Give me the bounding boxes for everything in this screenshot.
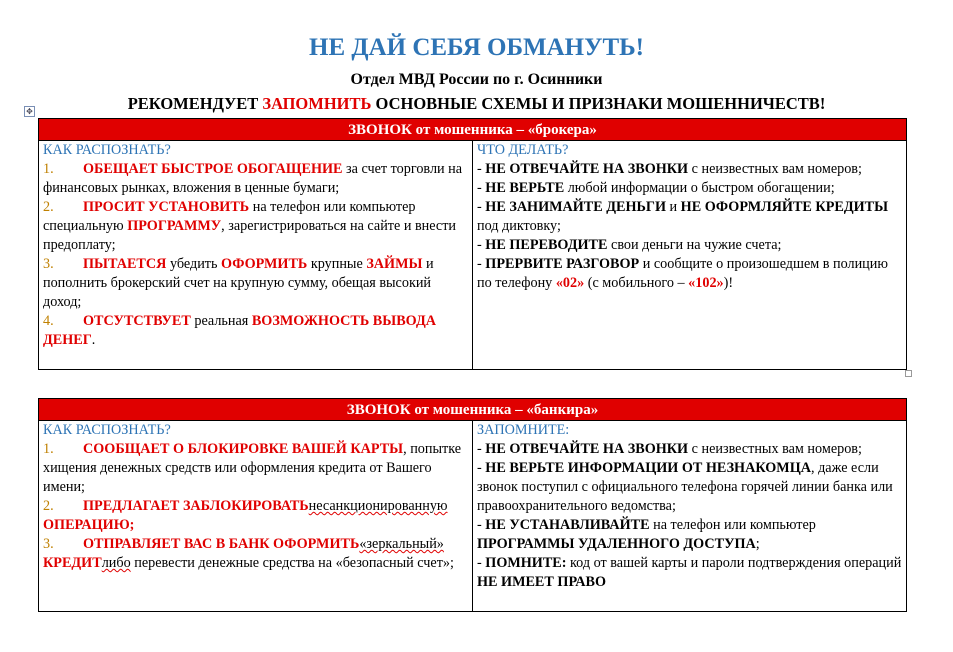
resize-icon[interactable] [905, 370, 912, 377]
item-emphasis: ОТПРАВЛЯЕТ ВАС В БАНК ОФОРМИТЬ [83, 536, 360, 552]
broker-recognize-heading: КАК РАСПОЗНАТЬ? [43, 142, 171, 158]
item-text: ; [755, 536, 760, 552]
item-text: и пополнить брокерский счет на крупную сумму, обещая высокий доход; [43, 256, 434, 310]
item-emphasis: ОБЕЩАЕТ БЫСТРОЕ ОБОГАЩЕНИЕ [83, 161, 343, 177]
item-text: с неизвестных вам номеров; [688, 441, 862, 457]
item-emphasis: ВОЗМОЖНОСТЬ ВЫВОДА ДЕНЕГ [43, 313, 437, 348]
banker-remember-cell [473, 421, 907, 612]
item-dash: - [477, 441, 486, 457]
item-dash: - [477, 199, 486, 215]
list-item [477, 236, 902, 255]
list-item [43, 255, 468, 312]
list-item [43, 160, 468, 198]
item-emphasis: ПРОГРАММУ [127, 218, 222, 234]
item-dash: - [477, 180, 486, 196]
item-text: и сообщите о произошедшем в полицию по телефону [477, 256, 888, 291]
item-text: несанкционированную [308, 498, 448, 514]
recommendation-text-end: ОСНОВНЫЕ СХЕМЫ И ПРИЗНАКИ МОШЕННИЧЕСТВ! [371, 94, 826, 113]
list-item [477, 198, 902, 236]
item-emphasis: СООБЩАЕТ О БЛОКИРОВКЕ ВАШЕЙ КАРТЫ [83, 441, 404, 457]
broker-action-cell [473, 141, 907, 370]
item-text: с неизвестных вам номеров; [688, 161, 862, 177]
item-text: на телефон или компьютер специальную [43, 199, 416, 234]
list-item [477, 179, 902, 198]
banker-recognize-cell [39, 421, 473, 612]
list-item [43, 497, 468, 535]
item-emphasis: НЕ ЗАНИМАЙТЕ ДЕНЬГИ [485, 199, 666, 215]
item-number: 2. [43, 199, 54, 215]
list-item [477, 255, 902, 293]
item-text: за счет торговли на финансовых рынках, вложения в ценные бумаги; [43, 161, 463, 196]
item-number: 3. [43, 256, 54, 272]
item-number: 3. [43, 536, 54, 552]
item-emphasis: ПОМНИТЕ: [485, 555, 567, 571]
item-dash: - [477, 555, 486, 571]
item-text: , зарегистрироваться на сайте и внести предоплату; [43, 218, 457, 253]
item-dash: - [477, 517, 486, 533]
recommendation-text: РЕКОМЕНДУЕТ [127, 94, 263, 113]
item-emphasis: ПРОСИТ УСТАНОВИТЬ [83, 199, 250, 215]
item-emphasis: ПРЕРВИТЕ РАЗГОВОР [485, 256, 640, 272]
item-emphasis: ПРЕДЛАГАЕТ ЗАБЛОКИРОВАТЬ [83, 498, 309, 514]
item-emphasis: ПЫТАЕТСЯ [83, 256, 167, 272]
phone-number: «102» [688, 275, 724, 291]
list-item [43, 312, 468, 350]
phone-number: «02» [555, 275, 585, 291]
item-dash: - [477, 460, 486, 476]
item-dash: - [477, 161, 486, 177]
list-item [477, 160, 902, 179]
item-text: , попытке хищения денежных средств или оформления кредита от Вашего имени; [43, 441, 462, 495]
item-emphasis: НЕ ИМЕЕТ ПРАВО [477, 574, 607, 590]
item-text: код от вашей карты и пароли подтверждения операций [566, 555, 902, 571]
item-emphasis: НЕ ОТВЕЧАЙТЕ НА ЗВОНКИ [485, 161, 689, 177]
item-emphasis: НЕ ВЕРЬТЕ [485, 180, 565, 196]
item-emphasis: НЕ УСТАНАВЛИВАЙТЕ [485, 517, 650, 533]
item-text: и [665, 199, 681, 215]
item-dash: - [477, 237, 486, 253]
recommendation-line [0, 94, 953, 114]
item-text: на телефон или компьютер [649, 517, 816, 533]
list-item [477, 554, 902, 592]
item-emphasis: КРЕДИТ [43, 555, 102, 571]
item-emphasis: ЗАЙМЫ [366, 256, 423, 272]
list-item [43, 198, 468, 255]
list-item [477, 516, 902, 554]
broker-table [38, 118, 907, 370]
list-item [43, 535, 468, 573]
item-text: под диктовку; [477, 218, 561, 234]
item-text: «зеркальный» [359, 536, 444, 552]
list-item [477, 440, 902, 459]
item-emphasis: ОТСУТСТВУЕТ [83, 313, 191, 329]
recommendation-highlight: ЗАПОМНИТЬ [262, 94, 372, 113]
item-text: крупные [307, 256, 367, 272]
item-text: . [91, 332, 96, 348]
item-text: , даже если звонок поступил с официального телефона горячей линии банка или правоохранительного ведомства; [477, 460, 893, 514]
item-emphasis: НЕ ОТВЕЧАЙТЕ НА ЗВОНКИ [485, 441, 689, 457]
list-item [477, 459, 902, 516]
broker-action-heading: ЧТО ДЕЛАТЬ? [477, 142, 569, 158]
item-number: 2. [43, 498, 54, 514]
item-emphasis: ОФОРМИТЬ [221, 256, 308, 272]
item-emphasis: НЕ ПЕРЕВОДИТЕ [485, 237, 608, 253]
banker-table-header: ЗВОНОК от мошенника – «банкира» [39, 399, 907, 421]
item-text: убедить [166, 256, 222, 272]
item-text: реальная [190, 313, 252, 329]
item-number: 4. [43, 313, 54, 329]
item-dash: - [477, 256, 486, 272]
list-item [43, 440, 468, 497]
item-text: )! [723, 275, 734, 291]
item-emphasis: ОПЕРАЦИЮ; [43, 517, 135, 533]
broker-table-header: ЗВОНОК от мошенника – «брокера» [39, 119, 907, 141]
item-number: 1. [43, 441, 54, 457]
item-emphasis: НЕ ОФОРМЛЯЙТЕ КРЕДИТЫ [680, 199, 889, 215]
item-text: любой информации о быстром обогащении; [564, 180, 835, 196]
item-text: (с мобильного – [584, 275, 689, 291]
banker-recognize-heading: КАК РАСПОЗНАТЬ? [43, 422, 171, 438]
page-title: НЕ ДАЙ СЕБЯ ОБМАНУТЬ! [309, 34, 644, 61]
banker-table [38, 398, 907, 612]
item-text: либо [101, 555, 131, 571]
item-text: перевести денежные средства на «безопасный счет»; [130, 555, 454, 571]
item-number: 1. [43, 161, 54, 177]
move-icon[interactable]: ✥ [24, 106, 35, 117]
item-emphasis: ПРОГРАММЫ УДАЛЕННОГО ДОСТУПА [477, 536, 756, 552]
broker-recognize-cell [39, 141, 473, 370]
item-emphasis: НЕ ВЕРЬТЕ ИНФОРМАЦИИ ОТ НЕЗНАКОМЦА [485, 460, 811, 476]
banker-remember-heading: ЗАПОМНИТЕ: [477, 422, 570, 438]
department-name: Отдел МВД России по г. Осинники [350, 71, 603, 88]
item-text: свои деньги на чужие счета; [607, 237, 782, 253]
